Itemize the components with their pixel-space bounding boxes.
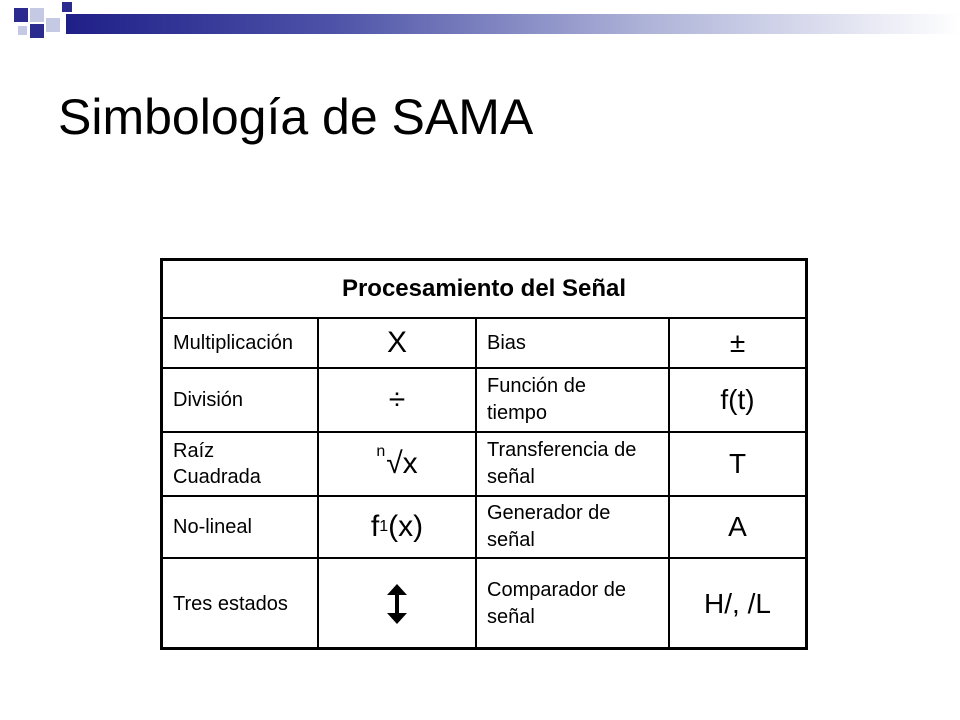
operation-name: Comparador de señal xyxy=(477,559,670,649)
operation-name: Multiplicación xyxy=(163,319,319,367)
table-row xyxy=(163,319,805,369)
table-row xyxy=(163,369,805,433)
operation-name: Generador de señal xyxy=(477,497,670,557)
function-base: f xyxy=(370,510,380,543)
operation-symbol: T xyxy=(728,448,747,479)
root-radicand: √x xyxy=(386,447,418,480)
decor-square xyxy=(62,2,72,12)
operation-name: Función de tiempo xyxy=(477,369,670,431)
root-symbol xyxy=(376,443,418,481)
table-row xyxy=(163,433,805,497)
operation-symbol: ± xyxy=(729,327,746,358)
operation-symbol: ÷ xyxy=(319,369,477,431)
symbol-table xyxy=(160,258,808,650)
decor-square xyxy=(30,24,44,38)
operation-symbol: f(t) xyxy=(720,384,755,415)
operation-name: Transferencia de señal xyxy=(477,433,670,495)
function-subscript: 1 xyxy=(379,518,389,535)
operation-name: Raíz Cuadrada xyxy=(163,433,319,495)
decor-square xyxy=(18,26,27,35)
operation-symbol xyxy=(319,433,477,495)
slide-title: Simbología de SAMA xyxy=(58,89,534,145)
table-header: Procesamiento del Señal xyxy=(163,261,805,319)
operation-symbol xyxy=(319,559,477,649)
operation-symbol xyxy=(319,497,477,557)
operation-name: Bias xyxy=(477,319,670,367)
operation-symbol: A xyxy=(728,511,747,542)
decor-square xyxy=(46,18,60,32)
function-argument: (x) xyxy=(388,510,424,543)
table-row xyxy=(163,497,805,559)
decor-square xyxy=(30,8,44,22)
operation-symbol: H/, /L xyxy=(704,588,771,619)
decor-square xyxy=(14,8,28,22)
operation-name: No-lineal xyxy=(163,497,319,557)
header-gradient-bar xyxy=(66,14,960,34)
up-down-arrow-icon xyxy=(386,584,408,624)
operation-name: Tres estados xyxy=(163,559,319,649)
table-row xyxy=(163,559,805,649)
operation-symbol: X xyxy=(319,319,477,367)
operation-name: División xyxy=(163,369,319,431)
root-index: n xyxy=(376,443,386,460)
